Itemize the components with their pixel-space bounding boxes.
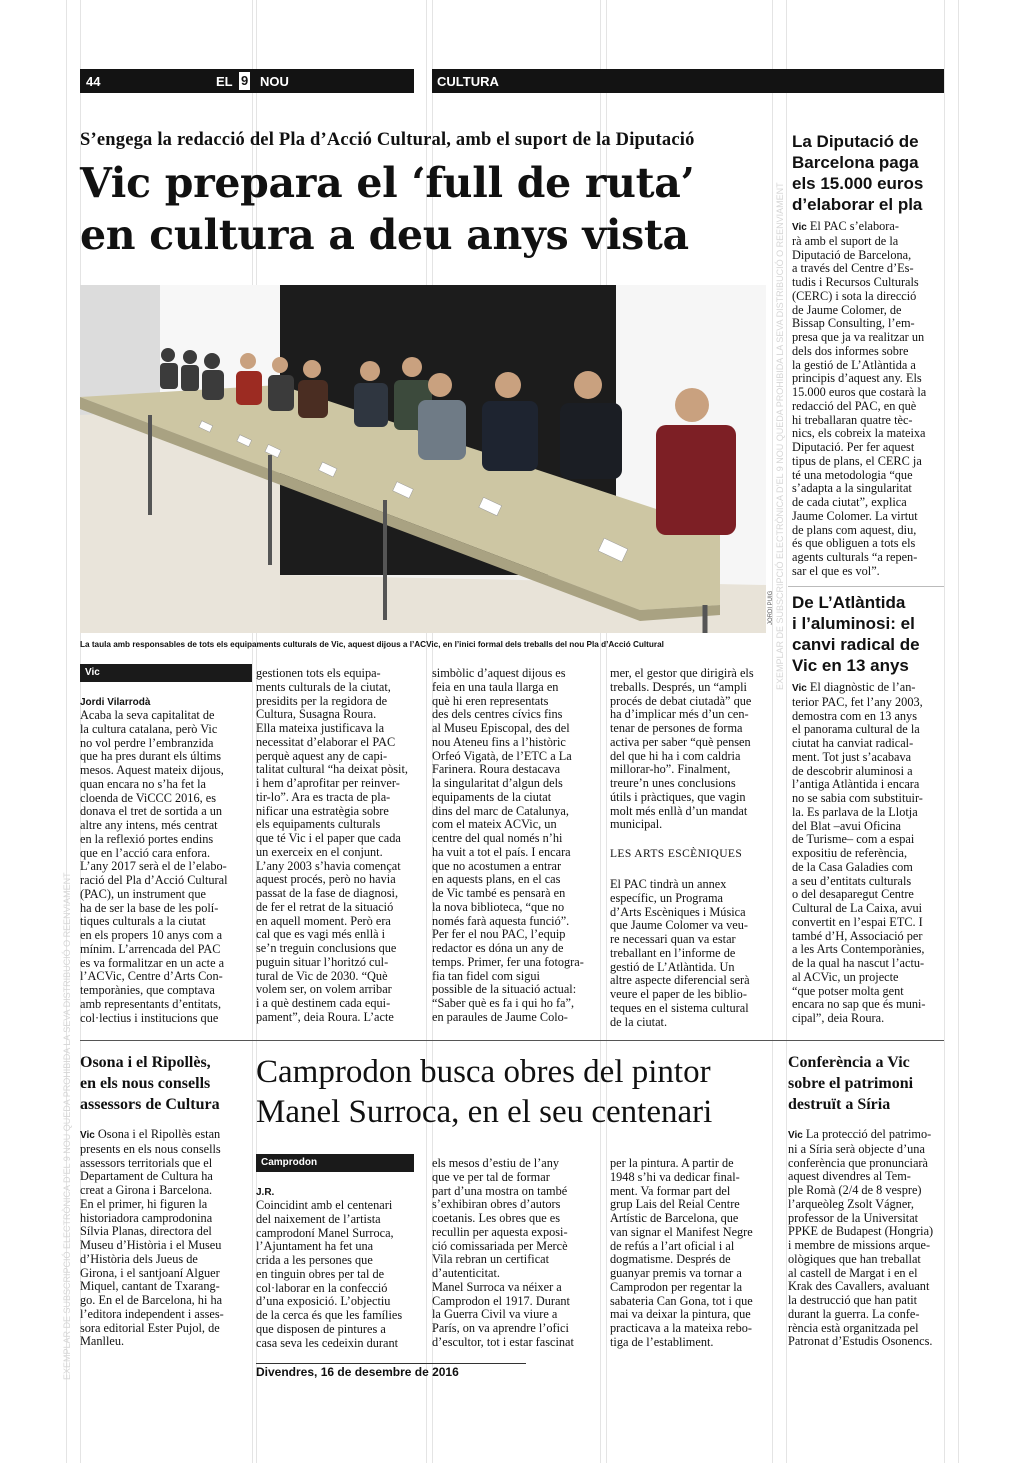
camprodon-column-3: per la pintura. A partir de 1948 s’hi va dedicar final- ment. Va formar part del grup Lais del Reial Centre Artístic de Barcelona, que van signar el Manifest Negre de refús a l’art oficial i al dogmatisme. Després de guanyar premis va tornar a Camprodon per regentar la sabateria Can Gona, tot i que mai va deixar la pintura, que practicava a la mateixa rebo- tiga de l’establiment. [610, 1156, 753, 1349]
header-bar-left [80, 69, 414, 93]
footer-rule [256, 1363, 526, 1364]
byline: Jordi Vilarrodà [80, 697, 151, 708]
photo-credit: JORDI PUIG [768, 590, 774, 625]
footer-date: Divendres, 16 de desembre de 2016 [256, 1365, 459, 1379]
subhead-arts-esceniques: LES ARTS ESCÈNIQUES [610, 848, 743, 860]
paper-name-number: 9 [241, 73, 249, 88]
bottom-right-title: Conferència a Vic sobre el patrimoni destruït a Síria [788, 1054, 914, 1113]
section-name: CULTURA [437, 74, 499, 89]
headline-line-2: en cultura a deu anys vista [80, 211, 689, 259]
camprodon-headline-1: Camprodon busca obres del pintor [256, 1054, 711, 1090]
main-photo [80, 285, 766, 633]
paper-name-right: NOU [260, 74, 289, 89]
camprodon-column-2: els mesos d’estiu de l’any que ve per tal de formar part d’una mostra on també s’exhibiran obres d’autors coetanis. Les obres que es recullin per aquesta exposi- ció comissariada per Mercè Vila rebran un certificat d’autenticitat. Manel Surroca va néixer a Camprodon el 1917. Durant la Guerra Civil va viure a París, on va aprendre l’ofici d’escultor, tot i estar fascinat [432, 1156, 574, 1349]
main-column-2: gestionen tots els equipa- ments culturals de la ciutat, presidits per la regidora de Cultura, Susagna Roura. Ella mateixa justificava la necessitat d’elaborar el PAC perquè aquest any de capi- talitat cultural “ha deixat pòsit, i hem d’aprofitar per reinver- tir-lo”. Ara es tracta de pla- nificar una estratègia sobre els equipaments culturals que té Vic i el paper que cada un exerceix en el conjunt. L’any 2003 s’havia començat aquest procés, però no havia passat de la fase de diagnosi, de fer el retrat de la situació en aquell moment. Però era cal que es vagi més enllà i se’n treguin conclusions que puguin situar l’horitzó cul- tural de Vic de 2030. “Què volem ser, on volem arribar i a què destinem cada equi- pament”, deia Roura. L’acte [256, 666, 408, 1024]
kicker: S’engega la redacció del Pla d’Acció Cultural, amb el suport de la Diputació [80, 130, 695, 150]
bottom-section-rule [80, 1040, 944, 1041]
bottom-left-text [80, 1128, 252, 1349]
sidebar-box2-lead: Vic [792, 683, 807, 694]
sidebar-box1-text [792, 220, 952, 579]
sidebar-box1-lead: Vic [792, 222, 807, 233]
camprodon-column-1: Coincidint amb el centenari del naixement de l’artista camprodoní Manel Surroca, l’Ajuntament ha fet una crida a les persones que en tinguin obres per tal de col·laborar en la confecció d’una exposició. L’objectiu de la cerca és que les famílies que disposen de pintures a casa seva les cedeixin durant [256, 1198, 403, 1350]
camprodon-byline: J.R. [256, 1187, 275, 1198]
main-column-4b: El PAC tindrà un annex específic, un Programa d’Arts Escèniques i Música que Jaume Colomer va veu- re necessari quan va estar treballant en l’informe de gestió de L’Atlàntida. Un altre aspecte diferencial serà veure el paper de les biblio- teques en el sistema cultural de la ciutat. [610, 877, 750, 1029]
bottom-left-body: Osona i el Ripollès estan presents en els nous consells assessors territorials que el Departament de Cultura ha creat a Girona i Barcelona. En el primer, hi figuren la historiadora camprodonina Sílvia Planas, directora del Museu d’Història i el Museu d’Història dels Jueus de Girona, i el santjoaní Alguer Miquel, cantant de Txarang- go. En el de Barcelona, hi ha l’editora independent i asses- sora editorial Ester Pujol, de Manlleu. [80, 1127, 224, 1349]
sidebar-box2-body: El diagnòstic de l’an- terior PAC, fet l’any 2003, demostra com en 13 anys el panorama cultural de la ciutat ha canviat radical- ment. Tot just s’acabava de descobrir aluminosi a l’antiga Atlàntida i encara no se sabia com substituir- la. Es parlava de la Llotja del Blat –avui Oficina de Turisme– com a espai expositiu de referència, de la Casa Galadies com a seu d’entitats culturals o del desaparegut Centre Cultural de La Caixa, avui convertit en l’espai ETC. I també d’H, Associació per a les Arts Contemporànies, de la qual ha nascut l’actu- al ACVic, un projecte “que potser molta gent encara no sap que és muni- cipal”, deia Roura. [792, 680, 926, 1025]
watermark-left: EXEMPLAR DE SUBSCRIPCIÓ ELECTRÒNICA D’EL 9 NOU QUEDA PROHIBIDA LA SEVA DISTRIBUCIÓ O REENVIAMENT [62, 872, 72, 1380]
sidebar-box2-title: De L’Atlàntida i l’aluminosi: el canvi radical de Vic en 13 anys [792, 593, 920, 675]
sidebar-box2-text [792, 681, 952, 1026]
camprodon-headline-2: Manel Surroca, en el seu centenari [256, 1094, 713, 1130]
main-column-1: Acaba la seva capitalitat de la cultura catalana, però Vic no vol perdre l’embranzida que ha pres durant els últims mesos. Aquest mateix dijous, quan encara no s’ha fet la cloenda de ViCCC 2016, es donava el tret de sortida a un altre any intens, més centrat en la reflexió portes endins que en l’acció cara enfora. L’any 2017 serà el de l’elabo- ració del Pla d’Acció Cultural (PAC), un instrument que ha de ser la base de les polí- tiques culturals a la ciutat en els propers 10 anys com a mínim. L’arrencada del PAC es va formalitzar en un acte a l’ACVic, Centre d’Arts Con- temporànies, que comptava amb representants d’entitats, col·lectius i institucions que [80, 708, 228, 1025]
bottom-right-lead: Vic [788, 1130, 803, 1141]
bottom-right-body: La protecció del patrimo- ni a Síria serà objecte d’una conferència que pronunciarà aquest divendres al Tem- ple Romà (2/4 de 8 vespre) l’arqueòleg Zsolt Vágner, professor de la Universitat PPKE de Budapest (Hongria) i membre de missions arque- ològiques que han treballat al castell de Margat i en el Krak des Cavallers, avaluant la destrucció que han patit durant la guerra. La confe- rència està organitzada pel Patronat d’Estudis Osonencs. [788, 1127, 934, 1349]
main-column-4: mer, el gestor que dirigirà els treballs. Després, un “ampli procés de debat ciutadà” que ha d’implicar més d’un cen- tenar de persones de forma activa per saber “què pensen del que hi ha i com caldria millorar-ho”. Finalment, treure’n unes conclusions útils i pràctiques, que vagin molt més enllà d’un mandat municipal. [610, 666, 754, 832]
bottom-left-title: Osona i el Ripollès, en els nous consells assessors de Cultura [80, 1054, 220, 1113]
photo-caption: La taula amb responsables de tots els equipaments culturals de Vic, aquest dijous a l’ACVic, en l’inici formal dels treballs del nou Pla d’Acció Cultural [80, 640, 664, 649]
bottom-left-lead: Vic [80, 1130, 95, 1141]
sidebar-divider [788, 586, 944, 587]
meeting-photo-illustration [80, 285, 766, 633]
headline-line-1: Vic prepara el ‘full de ruta’ [80, 159, 695, 207]
sidebar-box1-title: La Diputació de Barcelona paga els 15.000 euros d’elaborar el pla [792, 132, 924, 214]
paper-name-left: EL [216, 74, 233, 89]
header-bar-right [432, 69, 944, 93]
location-tag-camprodon: Camprodon [256, 1154, 414, 1172]
watermark-right: EXEMPLAR DE SUBSCRIPCIÓ ELECTRÒNICA D’EL 9 NOU QUEDA PROHIBIDA LA SEVA DISTRIBUCIÓ O REENVIAMENT [775, 182, 785, 690]
bottom-right-text [788, 1128, 948, 1349]
location-tag-vic: Vic [80, 664, 252, 682]
page-number: 44 [86, 74, 101, 89]
main-column-3: simbòlic d’aquest dijous es feia en una taula llarga en què hi eren representats des dels centres cívics fins al Museu Episcopal, des del nou Ateneu fins a l’històric Orfeó Vigatà, de l’ETC a La Farinera. Roura destacava la singularitat d’algun dels equipaments de la ciutat dins del marc de Catalunya, com el mateix ACVic, un centre del qual només n’hi ha vuit a tot el país. I encara que no acostumen a entrar en aquests plans, en el cas de Vic també es pensarà en la nova biblioteca, “que no només farà aquesta funció”. Per fer el nou PAC, l’equip redactor es dóna un any de temps. Primer, fer una fotogra- fia tan fidel com sigui possible de la situació actual: “Saber què es fa i qui ho fa”, en paraules de Jaume Colo- [432, 666, 584, 1024]
sidebar-box1-body: El PAC s’elabora- rà amb el suport de la Diputació de Barcelona, a través del Centre d’Es- tudis i Recursos Culturals (CERC) i sota la direcció de Jaume Colomer, de Bissap Consulting, l’em- presa que ja va realitzar un dels dos informes sobre la gestió de L’Atlàntida a principis d’aquest any. Els 15.000 euros que costarà la redacció del PAC, en què hi treballaran quatre tèc- nics, els cobreix la mateixa Diputació. Per fer aquest tipus de plans, el CERC ja té una metodologia “que s’adapta a la singularitat de cada ciutat”, explica Jaume Colomer. La virtut de plans com aquest, diu, és que obliguen a tots els agents culturals “a repen- sar el que es vol”. [792, 219, 927, 578]
